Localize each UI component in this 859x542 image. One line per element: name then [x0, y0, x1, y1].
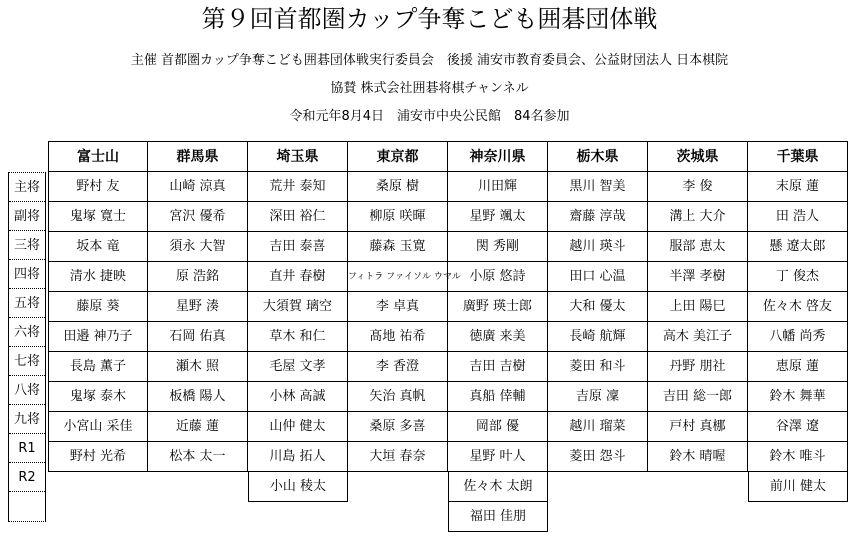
position-label: 六将: [9, 318, 45, 347]
player-cell: 懸 遼太郎: [748, 232, 848, 262]
player-cell: フィトラ ファイソル ウマル: [348, 262, 448, 292]
player-cell: 星野 湊: [148, 292, 248, 322]
player-cell: 矢治 真帆: [348, 382, 448, 412]
player-cell: 吉田 吉樹: [448, 352, 548, 382]
player-cell: 徳廣 来美: [448, 322, 548, 352]
team-column: [548, 141, 648, 472]
team-header: 神奈川県: [448, 141, 548, 172]
position-label: 七将: [9, 347, 45, 376]
player-cell: 荒井 泰知: [248, 172, 348, 202]
team-header: 埼玉県: [248, 141, 348, 172]
player-cell: 福田 佳朋: [448, 502, 548, 532]
player-cell: 小山 稜太: [248, 472, 348, 502]
position-label: 九将: [9, 405, 45, 434]
team-column: [48, 141, 148, 472]
team-column: [448, 141, 548, 532]
player-cell: 小原 悠詩: [448, 262, 548, 292]
player-cell: 関 秀剛: [448, 232, 548, 262]
player-cell: 毛屋 文孝: [248, 352, 348, 382]
player-cell: 恵原 蓮: [748, 352, 848, 382]
position-labels: [8, 172, 46, 522]
player-cell: 鈴木 晴喔: [648, 442, 748, 472]
team-header: 茨城県: [648, 141, 748, 172]
player-cell: 大和 優太: [548, 292, 648, 322]
team-header: 群馬県: [148, 141, 248, 172]
position-label: [9, 492, 45, 521]
player-cell: 李 俊: [648, 172, 748, 202]
player-cell: 服部 恵太: [648, 232, 748, 262]
player-cell: 宮沢 優希: [148, 202, 248, 232]
player-cell: 吉田 総一郎: [648, 382, 748, 412]
player-cell: 谷澤 遼: [748, 412, 848, 442]
player-cell: 髙地 祐希: [348, 322, 448, 352]
player-cell: 板橋 陽人: [148, 382, 248, 412]
team-header: 富士山: [48, 141, 148, 172]
player-cell: 山仲 健太: [248, 412, 348, 442]
player-cell: 李 卓真: [348, 292, 448, 322]
player-cell: 星野 叶人: [448, 442, 548, 472]
player-cell: 越川 瑛斗: [548, 232, 648, 262]
player-cell: 山崎 涼真: [148, 172, 248, 202]
player-cell: 溝上 大介: [648, 202, 748, 232]
player-cell: 須永 大智: [148, 232, 248, 262]
page-title: 第９回首都圏カップ争奪こども囲碁団体戦: [201, 5, 658, 33]
player-cell: 深田 裕仁: [248, 202, 348, 232]
player-cell: 高木 美江子: [648, 322, 748, 352]
team-column: [248, 141, 348, 502]
team-header: 東京都: [348, 141, 448, 172]
player-cell: 前川 健太: [748, 472, 848, 502]
team-header: 千葉県: [748, 141, 848, 172]
player-cell: 吉田 泰喜: [248, 232, 348, 262]
player-cell: 黒川 智美: [548, 172, 648, 202]
player-cell: 川島 拓人: [248, 442, 348, 472]
player-cell: 藤原 葵: [48, 292, 148, 322]
player-cell: 松本 太一: [148, 442, 248, 472]
player-cell: 鬼塚 泰木: [48, 382, 148, 412]
player-cell: 岡部 優: [448, 412, 548, 442]
player-cell: 廣野 瑛士郎: [448, 292, 548, 322]
player-cell: 瀬木 照: [148, 352, 248, 382]
player-cell: 野村 光希: [48, 442, 148, 472]
player-cell: 末原 蓮: [748, 172, 848, 202]
player-cell: 石岡 佑真: [148, 322, 248, 352]
position-label: 主将: [9, 173, 45, 202]
team-header: 栃木県: [548, 141, 648, 172]
player-cell: 佐々木 太朗: [448, 472, 548, 502]
player-cell: 佐々木 啓友: [748, 292, 848, 322]
player-cell: 原 浩銘: [148, 262, 248, 292]
player-cell: 吉原 凜: [548, 382, 648, 412]
player-cell: 川田輝: [448, 172, 548, 202]
player-cell: 近藤 蓮: [148, 412, 248, 442]
position-label: 三将: [9, 231, 45, 260]
organizer-line: 主催 首都圏カップ争奪こども囲碁団体戦実行委員会 後援 浦安市教育委員会、公益財団法人 日本棋院: [130, 53, 729, 68]
player-cell: 桑原 樹: [348, 172, 448, 202]
player-cell: 柳原 咲暉: [348, 202, 448, 232]
position-label: R1: [9, 434, 45, 463]
player-cell: 小林 高誠: [248, 382, 348, 412]
player-cell: 直井 春樹: [248, 262, 348, 292]
team-column: [148, 141, 248, 472]
event-line: 令和元年8月4日 浦安市中央公民館 84名参加: [289, 109, 570, 124]
player-cell: 丁 俊杰: [748, 262, 848, 292]
sponsor-line: 協賛 株式会社囲碁将棋チャンネル: [330, 81, 529, 96]
player-cell: 草木 和仁: [248, 322, 348, 352]
player-cell: 戸村 真梛: [648, 412, 748, 442]
player-cell: 齋藤 淳哉: [548, 202, 648, 232]
player-cell: 半澤 孝樹: [648, 262, 748, 292]
position-label: 四将: [9, 260, 45, 289]
player-cell: 菱田 和斗: [548, 352, 648, 382]
player-cell: 鈴木 唯斗: [748, 442, 848, 472]
player-cell: 田口 心温: [548, 262, 648, 292]
player-cell: 清水 捷映: [48, 262, 148, 292]
position-label: 八将: [9, 376, 45, 405]
position-label: 副将: [9, 202, 45, 231]
team-column: [748, 141, 848, 502]
player-cell: 野村 友: [48, 172, 148, 202]
position-label: R2: [9, 463, 45, 492]
player-cell: 李 香澄: [348, 352, 448, 382]
player-cell: 星野 颯太: [448, 202, 548, 232]
player-cell: 丹野 朋社: [648, 352, 748, 382]
player-cell: 長島 薫子: [48, 352, 148, 382]
player-cell: 大須賀 璃空: [248, 292, 348, 322]
player-cell: 八幡 尚秀: [748, 322, 848, 352]
player-cell: 鈴木 舞華: [748, 382, 848, 412]
player-cell: 長崎 航輝: [548, 322, 648, 352]
player-cell: 菱田 怨斗: [548, 442, 648, 472]
player-cell: 桑原 多喜: [348, 412, 448, 442]
team-column: [648, 141, 748, 472]
player-cell: 藤森 玉寛: [348, 232, 448, 262]
player-cell: 鬼塚 寛士: [48, 202, 148, 232]
player-cell: 小宮山 采佳: [48, 412, 148, 442]
player-cell: 越川 瑠菜: [548, 412, 648, 442]
team-column: [348, 141, 461, 472]
player-cell: 田邉 神乃子: [48, 322, 148, 352]
player-cell: 真船 倖輔: [448, 382, 548, 412]
position-label: 五将: [9, 289, 45, 318]
player-cell: 坂本 竜: [48, 232, 148, 262]
player-cell: 大垣 春奈: [348, 442, 448, 472]
player-cell: 上田 陽巳: [648, 292, 748, 322]
player-cell: 田 浩人: [748, 202, 848, 232]
